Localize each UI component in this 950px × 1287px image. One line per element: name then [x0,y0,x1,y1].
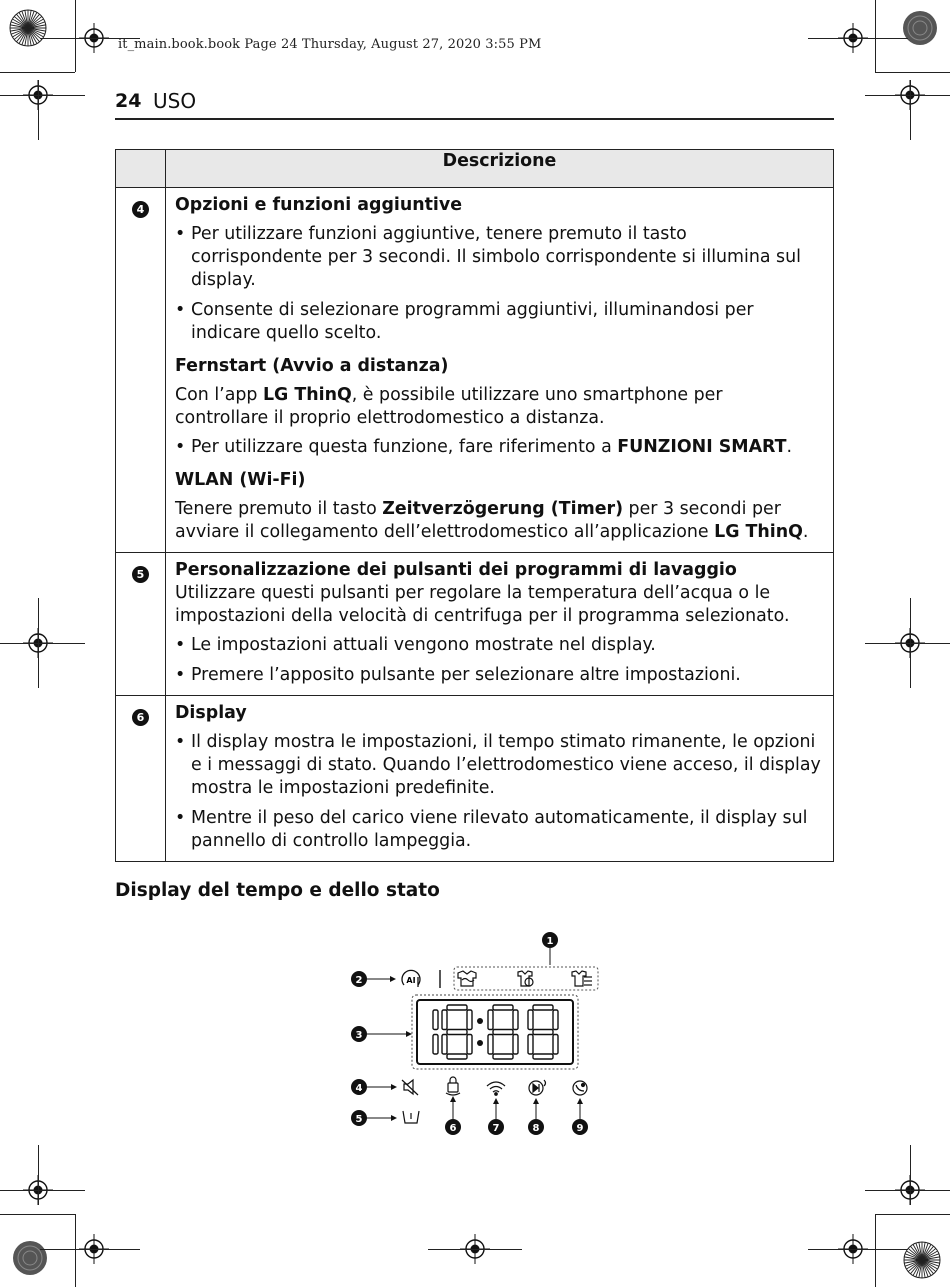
description-column-header: Descrizione [166,150,834,188]
table-row [116,553,834,696]
list-item: • Per utilizzare funzioni aggiuntive, tenere premuto il tasto corrispondente per 3 secondi. Il simbolo corrispondente si illumina sul display. [175,223,821,292]
callout-number: 8 [532,1123,540,1134]
lcd-segment [433,1010,438,1030]
dark-circle-mark-bottom-left [8,1240,48,1280]
list-item: • Il display mostra le impostazioni, il tempo stimato rimanente, le opzioni e i messaggi di stato. Quando l’elettrodomestico viene acceso, il display mostra le impostazioni predefinite. [175,731,821,800]
callout-3 [351,1026,411,1042]
callout-number: 7 [492,1123,500,1134]
row-content-cell [166,188,834,553]
row-marker-cell [116,188,166,553]
lcd-segment [528,1035,533,1055]
fernstart-text [175,384,821,430]
table-row [116,188,834,553]
text-segment: per 3 secondi per avviare il collegamento dell’elettrodomestico all’applicazione [175,499,781,542]
starburst-mark-bottom-right [900,1240,944,1284]
lcd-segment [493,1005,513,1010]
lcd-segment [513,1035,518,1055]
mute-icon [402,1080,418,1095]
synthetic-icon [518,971,533,986]
text-segment: Tenere premuto il tasto [175,499,383,519]
list-item [175,436,821,459]
lcd-segment [513,1010,518,1030]
ai-icon [402,970,420,987]
wifi-icon [487,1082,505,1095]
callout-5 [351,1110,396,1126]
row-title: Opzioni e funzioni aggiuntive [175,195,463,215]
text-segment: . [786,437,793,457]
lcd-segment [442,1035,447,1055]
marker-6: 6 [132,709,149,726]
lcd-segment [488,1010,493,1030]
row-title: Display [175,703,247,723]
lcd-segment [493,1054,513,1059]
row-content-cell [166,553,834,696]
callout-number: 5 [355,1114,363,1125]
row-text: Utilizzare questi pulsanti per regolare la temperatura dell’acqua o le impostazioni della velocità di centrifuga per il programma selezionato. [175,583,790,626]
text-segment: Con l’app [175,385,263,405]
callout-number: 3 [355,1030,363,1041]
callout-9 [572,1099,588,1135]
section-title: USO [153,89,197,113]
lcd-segment [467,1010,472,1030]
list-item: • Premere l’apposito pulsante per selezionare altre impostazioni. [175,664,821,687]
detergent-icon [573,1081,587,1095]
lcd-segment [553,1035,558,1055]
cotton-icon [458,971,476,986]
title-rule [115,118,834,120]
print-info: it_main.book.book Page 24 Thursday, August 27, 2020 3:55 PM [118,37,542,52]
lcd-segment [488,1035,493,1055]
bullet-list [175,634,821,687]
wlan-title: WLAN (Wi-Fi) [175,470,306,490]
lcd-segment [553,1010,558,1030]
list-item: • Consente di selezionare programmi aggiuntivi, illuminandosi per indicare quello scelto. [175,299,821,345]
page-number: 24 [115,90,142,112]
display-section-title: Display del tempo e dello stato [115,880,440,901]
table-header-row [116,150,834,188]
lcd-segment [442,1010,447,1030]
display-diagram [340,925,610,1140]
callout-4 [351,1079,396,1095]
fernstart-title: Fernstart (Avvio a distanza) [175,356,449,376]
svg-text:AI: AI [406,976,416,985]
text-segment: . [802,522,809,542]
lcd-segment [493,1030,513,1035]
bullet-list [175,223,821,345]
marker-column-header [116,150,166,188]
app-name: LG ThinQ [714,522,803,542]
marker-4: 4 [132,201,149,218]
text-segment: , è possibile utilizzare uno smartphone per controllare il proprio elettrodomestico a distanza. [175,385,723,428]
reference-link-text: FUNZIONI SMART [617,437,787,457]
bullet-list [175,436,821,459]
callout-number: 2 [355,975,363,986]
description-table [115,149,834,862]
starburst-mark-top-left [8,8,48,48]
lcd-segment [533,1054,553,1059]
callout-6 [445,1097,461,1135]
lcd-segment [447,1054,467,1059]
callout-number: 6 [449,1123,457,1134]
remote-start-icon [529,1080,546,1095]
callout-7 [488,1099,504,1135]
callout-number: 4 [355,1083,363,1094]
text-segment: Per utilizzare questa funzione, fare riferimento a [191,437,618,457]
lcd-segment [433,1035,438,1055]
child-lock-icon [446,1077,460,1095]
callout-2 [351,971,395,987]
row-content-cell [166,696,834,862]
wlan-text [175,498,821,544]
lcd-segment [447,1005,467,1010]
lcd-segment [467,1035,472,1055]
row-title: Personalizzazione dei pulsanti dei programmi di lavaggio [175,560,737,580]
callout-number: 9 [576,1123,584,1134]
button-name: Zeitverzögerung (Timer) [382,499,624,519]
lcd-segment [447,1030,467,1035]
callout-number: 1 [546,936,554,947]
list-item: • Mentre il peso del carico viene rilevato automaticamente, il display sul pannello di controllo lampeggia. [175,807,821,853]
tub-clean-icon [403,1111,419,1123]
lcd-segment [528,1010,533,1030]
row-marker-cell [116,553,166,696]
list-item: • Le impostazioni attuali vengono mostrate nel display. [175,634,821,657]
row-marker-cell [116,696,166,862]
lcd-segment [533,1005,553,1010]
bullet-list [175,731,821,853]
app-name: LG ThinQ [262,385,352,405]
dark-circle-mark-top-right [902,8,942,48]
marker-5: 5 [132,566,149,583]
callout-1 [542,932,558,965]
lcd-display [412,995,578,1069]
lcd-segment [533,1030,553,1035]
table-row [116,696,834,862]
shirt-icon [572,971,592,986]
callout-8 [528,1099,544,1135]
